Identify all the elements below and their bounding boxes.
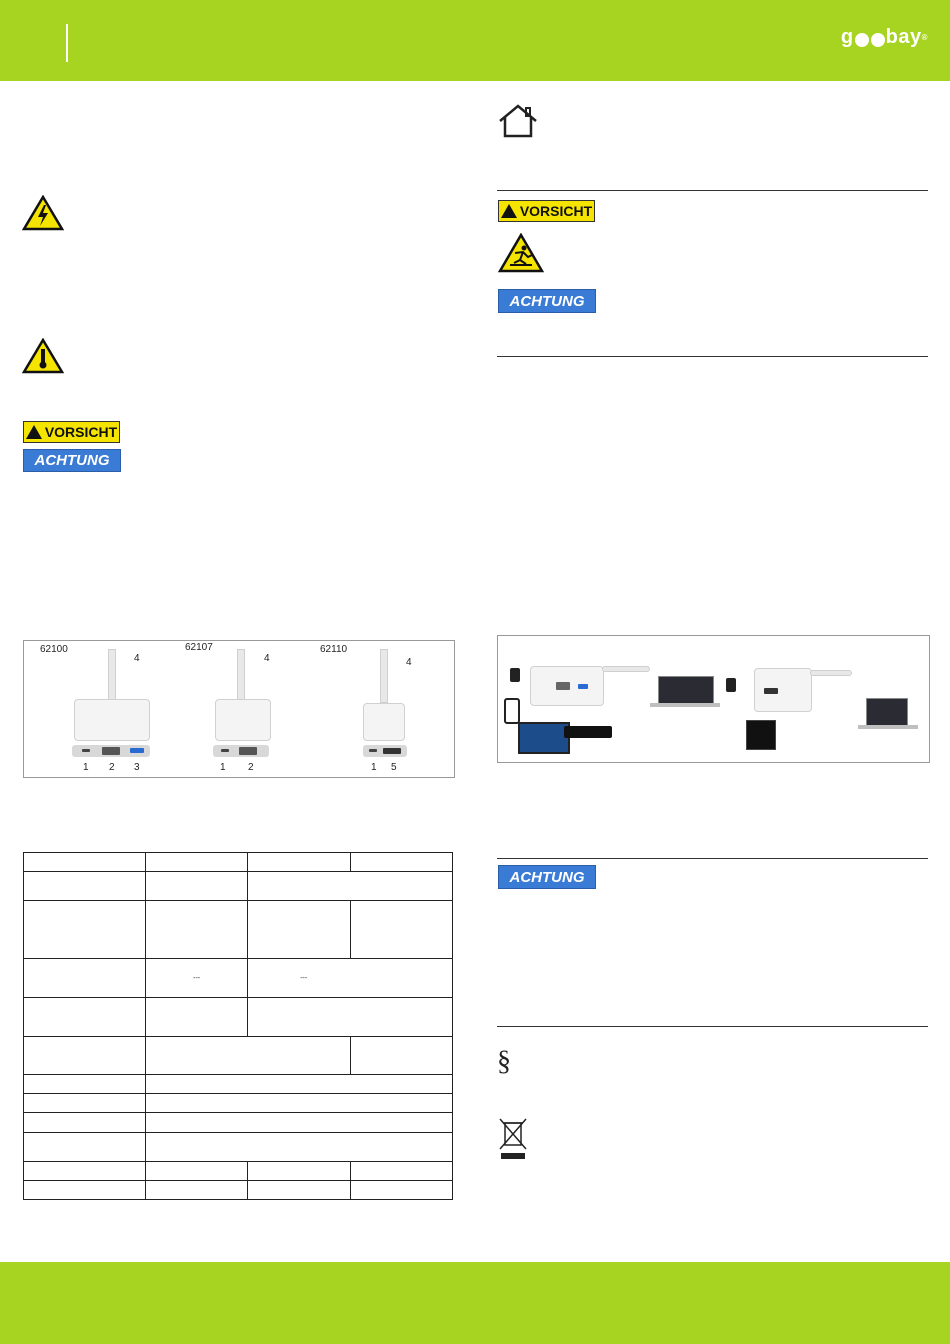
callout: 1 xyxy=(83,762,89,773)
high-voltage-warning-icon xyxy=(22,195,64,236)
callout: 4 xyxy=(406,657,412,668)
product-overview-figure xyxy=(23,640,455,778)
laptop-image xyxy=(658,676,714,704)
port-panel xyxy=(363,745,407,757)
hdmi-port xyxy=(383,748,401,754)
achtung-badge-right-2 xyxy=(498,865,596,889)
callout: 4 xyxy=(264,653,270,664)
power-plug-image xyxy=(510,668,520,682)
laptop-base xyxy=(858,725,918,729)
page-footer xyxy=(0,1262,950,1344)
usb-c-cable xyxy=(380,649,388,703)
adapter-62107 xyxy=(215,699,271,741)
table-row xyxy=(24,853,453,872)
callout: 4 xyxy=(134,653,140,664)
warning-triangle-icon xyxy=(501,204,517,218)
laptop-image xyxy=(866,698,908,726)
table-row xyxy=(24,901,453,959)
achtung-label: ACHTUNG xyxy=(509,292,585,310)
usb-c-cable xyxy=(237,649,245,703)
section-sign-icon: § xyxy=(497,1046,511,1077)
callout: 1 xyxy=(220,762,226,773)
tv-image xyxy=(518,722,570,754)
table-row xyxy=(24,872,453,901)
tripping-hazard-icon xyxy=(498,233,544,278)
usage-illustration-figure xyxy=(497,635,930,763)
power-plug-image xyxy=(726,678,736,692)
page-header xyxy=(0,0,950,81)
section-divider xyxy=(497,1026,928,1027)
laptop-base xyxy=(650,703,720,707)
vga-port xyxy=(556,682,570,690)
callout: 2 xyxy=(109,762,115,773)
table-row xyxy=(24,1037,453,1075)
usb-a-port xyxy=(578,684,588,689)
table-row xyxy=(24,1133,453,1162)
section-divider xyxy=(497,190,928,191)
table-row xyxy=(24,1181,453,1200)
table-row xyxy=(24,998,453,1037)
house-icon xyxy=(497,104,539,143)
achtung-badge-right-1 xyxy=(498,289,596,313)
hdmi-port xyxy=(764,688,778,694)
usb-c-port xyxy=(369,749,377,752)
table-row xyxy=(24,1113,453,1133)
vorsicht-label: VORSICHT xyxy=(519,203,593,219)
callout: 2 xyxy=(248,762,254,773)
model-label: 62107 xyxy=(185,642,213,653)
callout: 3 xyxy=(134,762,140,773)
dc-symbol: --- xyxy=(193,974,201,982)
table-row xyxy=(24,1075,453,1094)
header-divider xyxy=(66,24,68,62)
adapter-62110 xyxy=(363,703,405,741)
temperature-warning-icon xyxy=(22,338,64,379)
usb-c-port xyxy=(82,749,90,752)
goobay-logo: g bay ® xyxy=(840,26,928,48)
usb-c-cable xyxy=(108,649,116,703)
port-panel xyxy=(213,745,269,757)
dc-symbol: --- xyxy=(300,974,308,982)
tv-image xyxy=(746,720,776,750)
table-row xyxy=(24,959,453,998)
callout: 5 xyxy=(391,762,397,773)
usb-stick-image xyxy=(564,726,612,738)
achtung-label: ACHTUNG xyxy=(34,452,110,469)
hdmi-adapter xyxy=(754,668,812,712)
table-row xyxy=(24,1094,453,1113)
adapter-62100 xyxy=(74,699,150,741)
model-label: 62100 xyxy=(40,644,68,655)
port-panel xyxy=(72,745,150,757)
usb-c-port xyxy=(221,749,229,752)
usb-c-cable xyxy=(602,666,650,672)
achtung-label: ACHTUNG xyxy=(509,868,585,886)
section-divider xyxy=(497,356,928,357)
vorsicht-label: VORSICHT xyxy=(44,424,118,440)
model-label: 62110 xyxy=(320,644,348,655)
crossed-out-bin-icon xyxy=(498,1117,528,1166)
specification-table xyxy=(23,852,453,1200)
section-divider xyxy=(497,858,928,859)
smartphone-image xyxy=(504,698,520,724)
callout: 1 xyxy=(371,762,377,773)
warning-triangle-icon xyxy=(26,425,42,439)
vorsicht-badge-right xyxy=(498,200,595,222)
achtung-badge-left xyxy=(23,449,121,472)
table-row xyxy=(24,1162,453,1181)
usb-a-port xyxy=(130,748,144,753)
vga-port xyxy=(102,747,120,755)
vorsicht-badge-left xyxy=(23,421,120,443)
usb-c-cable xyxy=(810,670,852,676)
vga-port xyxy=(239,747,257,755)
